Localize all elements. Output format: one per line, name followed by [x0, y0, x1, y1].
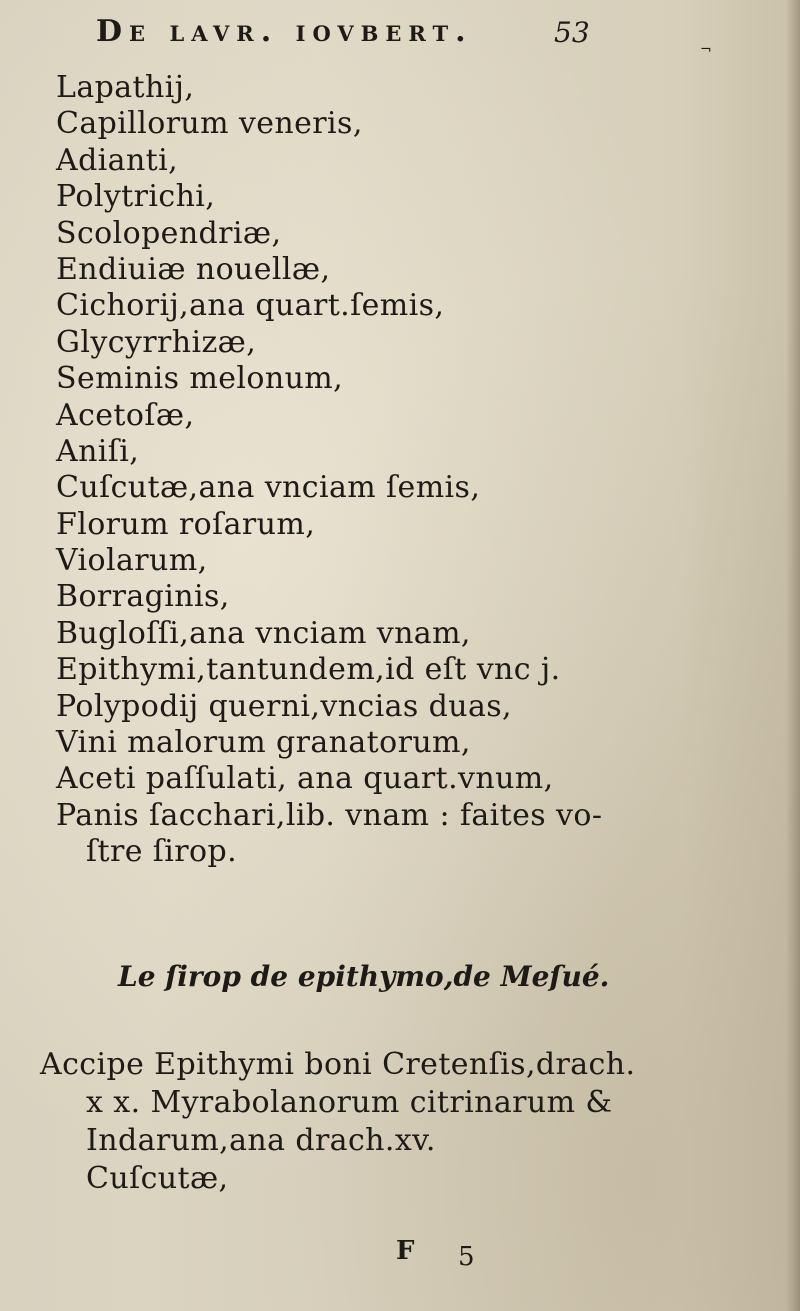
recipe-line: Cuſcutæ, — [86, 1161, 229, 1196]
ingredient-line: Scolopendriæ, — [56, 215, 282, 251]
ingredient-line: Lapathij, — [56, 70, 195, 105]
ingredient-line: Seminis melonum, — [56, 361, 344, 397]
recipe-text — [40, 1046, 700, 1198]
ingredient-line: Cichorij,ana quart.ſemis, — [56, 288, 445, 324]
ingredient-line: Adianti, — [56, 142, 179, 178]
ingredient-line: Cuſcutæ,ana vnciam ſemis, — [56, 470, 481, 506]
ingredient-line: Borraginis, — [56, 579, 230, 615]
ingredient-line: Bugloſſi,ana vnciam vnam, — [56, 615, 471, 651]
ingredient-line: Panis ſacchari,lib. vnam : faites vo- — [56, 797, 603, 833]
ingredient-line: Vini malorum granatorum, — [56, 725, 471, 761]
ingredient-line: Epithymi,tantundem,id eſt vnc j. — [56, 652, 561, 688]
ingredient-line: Florum roſarum, — [56, 506, 316, 542]
ingredient-line: Endiuiæ nouellæ, — [56, 251, 331, 287]
recipe-line: Indarum,ana drach.xv. — [86, 1123, 436, 1158]
signature-letter: F — [396, 1236, 415, 1266]
ingredient-line: Aniſi, — [56, 433, 140, 469]
ingredient-line: Glycyrrhizæ, — [56, 324, 257, 360]
running-head: De lavr. iovbert. — [96, 14, 473, 49]
page-header — [96, 14, 616, 58]
ingredient-line: Polytrichi, — [56, 179, 216, 215]
recipe-title: Le ſirop de epithymo,de Meſué. — [118, 960, 610, 993]
ingredient-line-continuation: ſtre ſirop. — [86, 834, 238, 870]
page-number: 53 — [554, 16, 590, 49]
printer-mark: ¬ — [700, 42, 712, 58]
recipe-line: x x. Myrabolanorum citrinarum & — [86, 1085, 613, 1120]
recipe-line: Accipe Epithymi boni Cretenſis,drach. — [40, 1047, 636, 1082]
ingredient-line: Capillorum veneris, — [56, 106, 363, 142]
signature-number: 5 — [458, 1242, 475, 1272]
signature-mark — [396, 1236, 516, 1276]
ingredient-line: Violarum, — [56, 543, 208, 579]
ingredient-list — [56, 70, 696, 871]
ingredient-line: Acetoſæ, — [56, 397, 195, 433]
ingredient-line: Aceti paſſulati, ana quart.vnum, — [56, 761, 554, 797]
ingredient-line: Polypodij querni,vncias duas, — [56, 688, 512, 724]
page-edge-shadow — [786, 0, 800, 1311]
